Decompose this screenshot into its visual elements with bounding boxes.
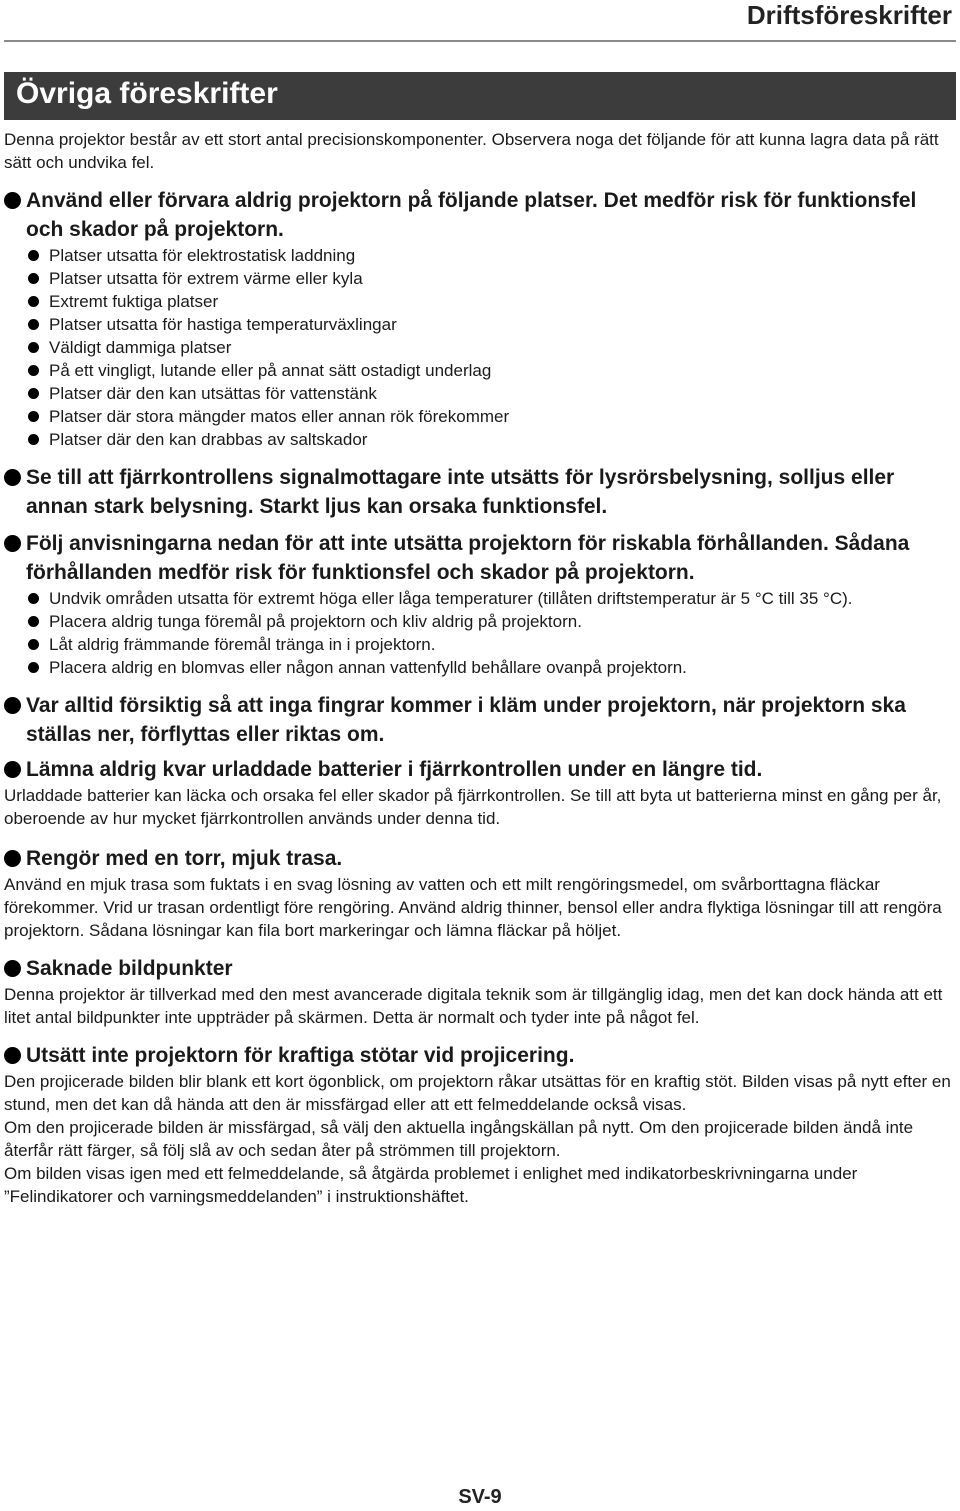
bullet-dot-icon [4, 960, 21, 977]
list-item [28, 336, 952, 359]
bullet-dot-icon [4, 761, 21, 778]
topic-heading [4, 844, 952, 873]
bullet-dot-icon [28, 365, 39, 376]
list-item-text: Extremt fuktiga platser [49, 292, 219, 311]
list-item-text: Undvik områden utsatta för extremt höga eller låga temperaturer (tillåten driftstemperatur är 5 °C till 35 °C). [49, 589, 853, 608]
bullet-dot-icon [4, 535, 21, 552]
body-paragraph: Den projicerade bilden blir blank ett kort ögonblick, om projektorn råkar utsättas för en kraftig stöt. Bilden visas på nytt efter en stund, men det kan då hända att den är missfärgad eller att ett felmeddelande också visas. [4, 1072, 951, 1114]
topic-shocks [4, 1041, 952, 1208]
topic-heading [4, 1041, 952, 1070]
list-item [28, 428, 952, 451]
section-title: Övriga föreskrifter [16, 77, 278, 110]
list-item-text: Platser utsatta för extrem värme eller kyla [49, 269, 363, 288]
list-item-text: Platser utsatta för elektrostatisk laddning [49, 246, 356, 265]
header-rule [4, 40, 956, 42]
section-banner [4, 72, 956, 120]
body-paragraph: Använd en mjuk trasa som fuktats i en svag lösning av vatten och ett milt rengöringsmedel, om svårborttagna fläckar förekommer. Vrid ur trasan ordentligt före rengöring. Använd aldrig thinner, bensol eller andra flyktiga lösningar till att rengöra projektorn. Sådana lösningar kan fila bort markeringar och lämna fläckar på höljet. [4, 875, 942, 940]
bullet-dot-icon [28, 342, 39, 353]
body-paragraph: Denna projektor är tillverkad med den mest avancerade digitala teknik som är tillgänglig idag, men det kan dock hända att ett litet antal bildpunkter inte uppträder på skärmen. Detta är normalt och tyder inte på något fel. [4, 985, 943, 1027]
list-item [28, 313, 952, 336]
topic-heading-text: Se till att fjärrkontrollens signalmottagare inte utsätts för lysrörsbelysning, solljus eller annan stark belysning. Starkt ljus kan orsaka funktionsfel. [26, 466, 895, 518]
topic-missing-pixels [4, 954, 952, 1029]
intro-paragraph: Denna projektor består av ett stort antal precisionskomponenter. Observera noga det följande för att kunna lagra data på rätt sätt och undvika fel. [4, 130, 939, 172]
list-item-text: Platser utsatta för hastiga temperaturväxlingar [49, 315, 397, 334]
page-content [4, 128, 952, 1208]
bullet-dot-icon [28, 434, 39, 445]
topic-heading-text: Var alltid försiktig så att inga fingrar kommer i kläm under projektorn, när projektorn ska ställas ner, förflyttas eller riktas om. [26, 694, 906, 746]
body-paragraph: Om bilden visas igen med ett felmeddelande, så åtgärda problemet i enlighet med indikatorbeskrivningarna under ”Felindikatorer och varningsmeddelanden” i instruktionshäftet. [4, 1164, 858, 1206]
body-paragraph: Urladdade batterier kan läcka och orsaka fel eller skador på fjärrkontrollen. Se till att byta ut batterierna minst en gång per år, oberoende av hur mycket fjärrkontrollen används under denna tid. [4, 786, 942, 828]
topic-heading [4, 186, 952, 244]
list-item [28, 633, 952, 656]
topic-heading-text: Utsätt inte projektorn för kraftiga stötar vid projicering. [26, 1044, 575, 1067]
list-item [28, 610, 952, 633]
header-title: Driftsföreskrifter [746, 0, 952, 30]
list-item [28, 656, 952, 679]
topic-batteries [4, 755, 952, 830]
bullet-dot-icon [4, 192, 21, 209]
bullet-list [4, 587, 952, 679]
bullet-dot-icon [4, 697, 21, 714]
topic-heading-text: Rengör med en torr, mjuk trasa. [26, 847, 343, 870]
topic-heading-text: Följ anvisningarna nedan för att inte utsätta projektorn för riskabla förhållanden. Sådana förhållanden medför risk för funktionsfel och skador på projektorn. [26, 532, 910, 584]
bullet-dot-icon [28, 593, 39, 604]
bullet-list [4, 244, 952, 451]
list-item [28, 267, 952, 290]
bullet-dot-icon [28, 411, 39, 422]
topic-heading [4, 954, 952, 983]
body-paragraph: Om den projicerade bilden är missfärgad, så välj den aktuella ingångskällan på nytt. Om den projicerade bilden ändå inte återfår rätt färger, så följ slå av och sedan åter på strömmen till projektorn. [4, 1118, 914, 1160]
list-item [28, 405, 952, 428]
topic-heading [4, 529, 952, 587]
bullet-dot-icon [28, 250, 39, 261]
bullet-dot-icon [4, 1047, 21, 1064]
topic-remote-sensor-light [4, 463, 952, 521]
topic-heading [4, 463, 952, 521]
bullet-dot-icon [28, 662, 39, 673]
bullet-dot-icon [28, 319, 39, 330]
list-item-text: Platser där stora mängder matos eller annan rök förekommer [49, 407, 510, 426]
list-item [28, 290, 952, 313]
bullet-dot-icon [4, 850, 21, 867]
topic-cleaning [4, 844, 952, 942]
bullet-dot-icon [28, 388, 39, 399]
bullet-dot-icon [28, 616, 39, 627]
list-item [28, 382, 952, 405]
topic-heading-text: Saknade bildpunkter [26, 957, 233, 980]
topic-finger-caution [4, 691, 952, 749]
list-item-text: Placera aldrig tunga föremål på projektorn och kliv aldrig på projektorn. [49, 612, 582, 631]
list-item-text: Platser där den kan utsättas för vattenstänk [49, 384, 377, 403]
topic-heading [4, 755, 952, 784]
topic-storage-locations [4, 186, 952, 451]
topic-heading [4, 691, 952, 749]
bullet-dot-icon [4, 469, 21, 486]
list-item-text: Låt aldrig främmande föremål tränga in i projektorn. [49, 635, 436, 654]
list-item [28, 244, 952, 267]
list-item-text: Placera aldrig en blomvas eller någon annan vattenfylld behållare ovanpå projektorn. [49, 658, 687, 677]
list-item-text: Väldigt dammiga platser [49, 338, 232, 357]
page-number: SV-9 [458, 1486, 502, 1508]
topic-risky-conditions [4, 529, 952, 679]
list-item [28, 359, 952, 382]
bullet-dot-icon [28, 296, 39, 307]
topic-heading-text: Använd eller förvara aldrig projektorn på följande platser. Det medför risk för funktionsfel och skador på projektorn. [26, 189, 917, 241]
bullet-dot-icon [28, 273, 39, 284]
bullet-dot-icon [28, 639, 39, 650]
topic-heading-text: Lämna aldrig kvar urladdade batterier i fjärrkontrollen under en längre tid. [26, 758, 763, 781]
list-item [28, 587, 952, 610]
list-item-text: På ett vingligt, lutande eller på annat sätt ostadigt underlag [49, 361, 492, 380]
list-item-text: Platser där den kan drabbas av saltskador [49, 430, 368, 449]
